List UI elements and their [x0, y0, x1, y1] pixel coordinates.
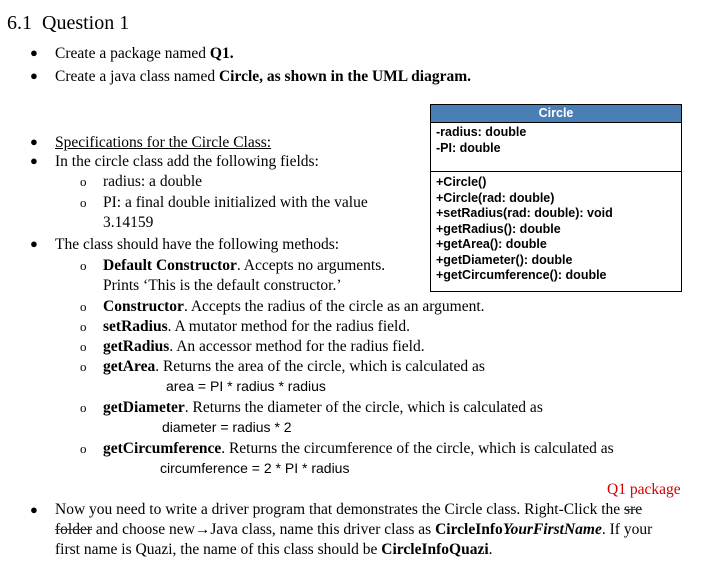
method-default-constructor: Default Constructor. Accepts no arguments. — [103, 257, 386, 274]
bullet-dot: ● — [30, 45, 38, 60]
formula-area: area = PI * radius * radius — [166, 378, 326, 394]
formula-circumference: circumference = 2 * PI * radius — [160, 460, 350, 476]
fields-intro: In the circle class add the following fields: — [55, 153, 319, 170]
uml-method: +getArea(): double — [436, 237, 547, 251]
annotation-q1-package: Q1 package — [607, 481, 681, 498]
uml-method: +Circle(rad: double) — [436, 190, 555, 205]
method-getdiameter: getDiameter. Returns the diameter of the circle, which is calculated as — [103, 399, 543, 416]
sub-bullet: o — [80, 258, 87, 273]
uml-method: +getCircumference(): double — [436, 268, 607, 282]
sub-bullet: o — [80, 339, 87, 354]
bullet-dot: ● — [30, 153, 38, 168]
bullet-dot: ● — [30, 68, 38, 83]
driver-line-3: first name is Quazi, the name of this class should be CircleInfoQuazi. — [55, 541, 493, 558]
sub-bullet: o — [80, 299, 87, 314]
sub-bullet: o — [80, 319, 87, 334]
intro-bullet-2: Create a java class named Circle, as shown in the UML diagram. — [55, 68, 471, 85]
bullet-dot: ● — [30, 236, 38, 251]
method-constructor: Constructor. Accepts the radius of the circle as an argument. — [103, 298, 485, 315]
driver-line-2: folder and choose new→Java class, name this driver class as CircleInfoYourFirstName. If your — [55, 521, 653, 538]
bullet-dot: ● — [30, 502, 38, 517]
spec-heading: Specifications for the Circle Class: — [55, 134, 272, 151]
formula-diameter: diameter = radius * 2 — [162, 419, 292, 435]
sub-bullet: o — [80, 195, 87, 210]
sub-bullet: o — [80, 174, 87, 189]
bullet-dot: ● — [30, 134, 38, 149]
intro-bullet-1: Create a package named Q1. — [55, 45, 234, 62]
sub-bullet: o — [80, 441, 87, 456]
uml-method: +getRadius(): double — [436, 221, 561, 236]
method-setradius: setRadius. A mutator method for the radius field. — [103, 318, 410, 335]
section-number: 6.1 — [7, 12, 32, 34]
method-default-constructor-print: Prints ‘This is the default constructor.’ — [103, 277, 342, 294]
sub-bullet: o — [80, 359, 87, 374]
section-heading — [7, 12, 129, 35]
uml-class-name: Circle — [431, 105, 681, 123]
sub-bullet: o — [80, 400, 87, 415]
uml-method: +setRadius(rad: double): void — [436, 206, 613, 220]
uml-methods — [431, 172, 681, 284]
method-getarea: getArea. Returns the area of the circle, which is calculated as — [103, 358, 485, 375]
field-pi: PI: a final double initialized with the value — [103, 194, 368, 211]
uml-attribute: -radius: double — [436, 125, 527, 139]
uml-class-diagram — [430, 104, 682, 292]
section-title: Question 1 — [42, 12, 130, 34]
uml-method: +getDiameter(): double — [436, 252, 573, 267]
uml-method: +Circle() — [436, 175, 487, 189]
uml-attributes — [431, 123, 681, 172]
methods-intro: The class should have the following methods: — [55, 236, 340, 253]
driver-line-1: Now you need to write a driver program that demonstrates the Circle class. Right-Click the sre — [55, 501, 643, 518]
uml-attribute: -PI: double — [436, 140, 501, 155]
field-radius: radius: a double — [103, 173, 203, 190]
field-pi-value: 3.14159 — [103, 214, 154, 231]
method-getradius: getRadius. An accessor method for the radius field. — [103, 338, 425, 355]
method-getcircumference: getCircumference. Returns the circumference of the circle, which is calculated as — [103, 440, 614, 457]
